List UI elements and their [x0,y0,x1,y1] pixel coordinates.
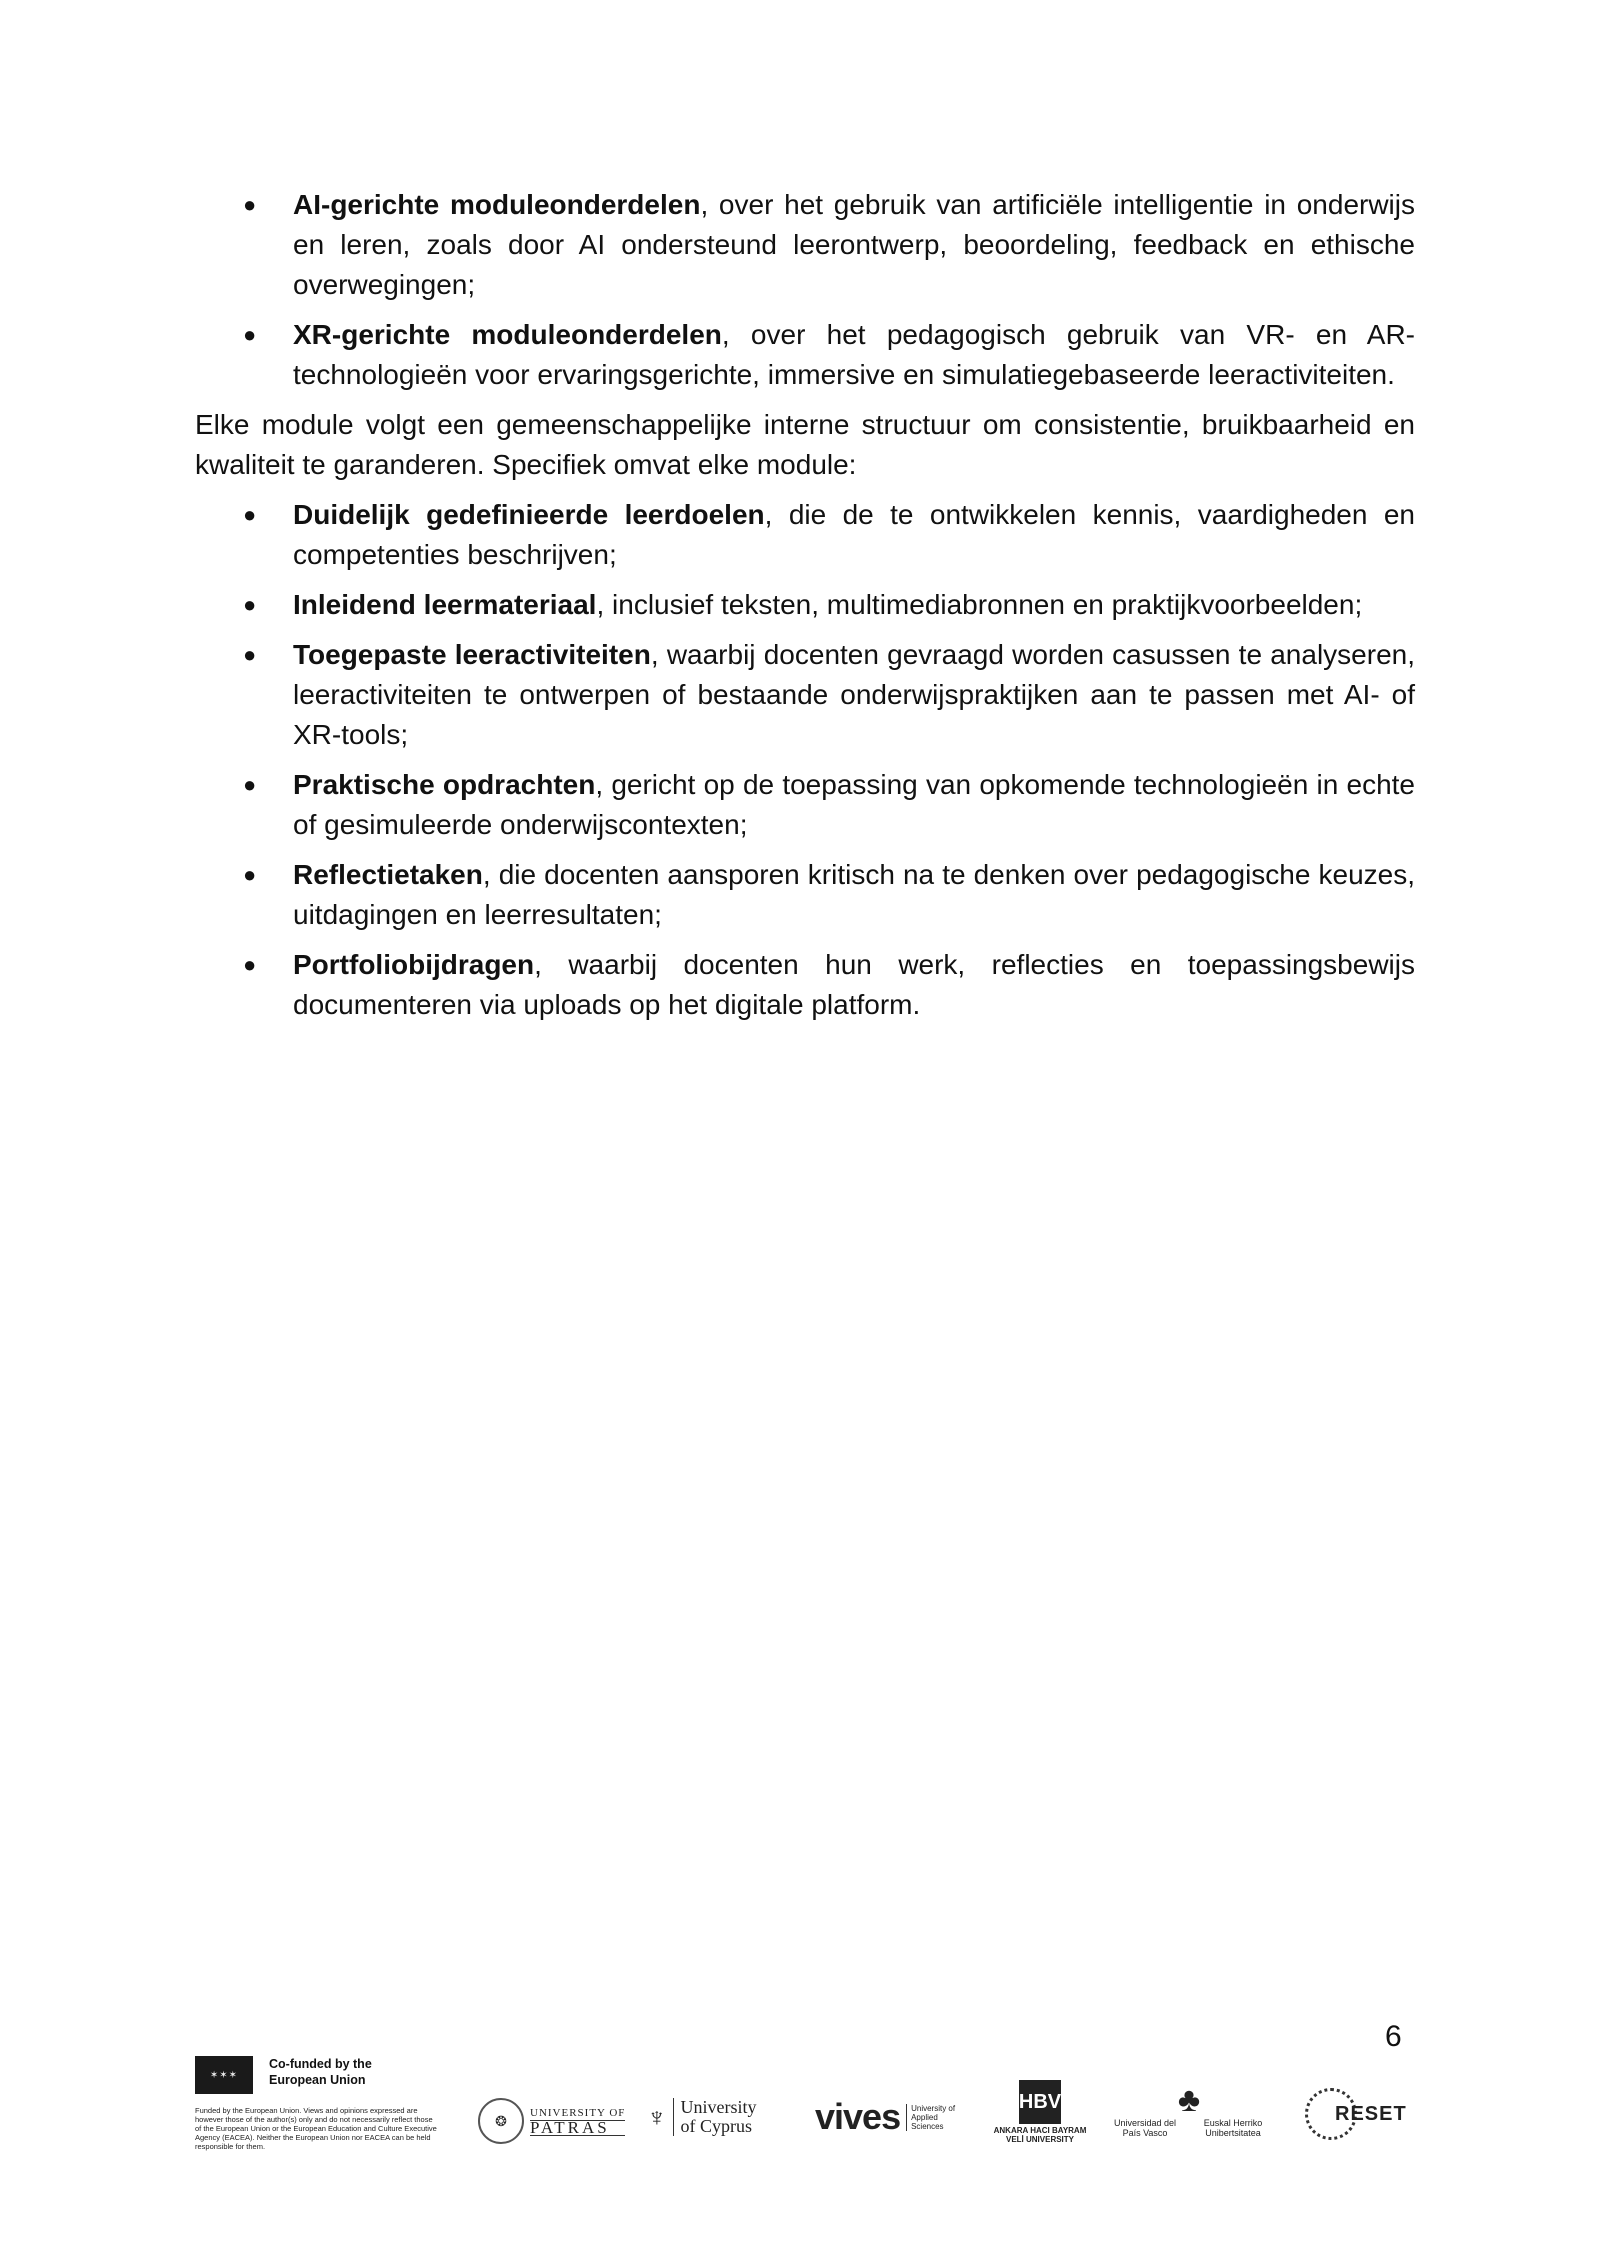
cyprus-logo [647,2098,771,2136]
reset-logo [1305,2088,1407,2140]
item-term: Inleidend leermateriaal [293,589,597,620]
patras-seal-icon: ❂ [478,2098,524,2144]
item-text: , over het pedagogisch gebruik van VR- en AR-technologieën voor ervaringsgerichte, immersive en simulatiegebaseerde leeractiviteiten. [293,319,1415,390]
hbv-emblem-icon: HBV [1019,2080,1061,2124]
list-item [195,635,1415,755]
bullet-icon: ● [243,862,257,887]
reset-name: RESET [1335,2102,1407,2125]
item-term: Toegepaste leeractiviteiten [293,639,651,670]
item-text: , gericht op de toepassing van opkomende technologieën in echte of gesimuleerde onderwijscontexten; [293,769,1415,840]
item-text: , die de te ontwikkelen kennis, vaardigheden en competenties beschrijven; [293,499,1415,570]
top-bullet-list [195,185,1415,395]
item-term: Duidelijk gedefinieerde leerdoelen [293,499,765,530]
list-item [195,855,1415,935]
bullet-icon: ● [243,502,257,527]
list-item [195,315,1415,395]
vives-name: vives [815,2096,901,2137]
hbv-sub: ANKARA HACI BAYRAM VELİ UNIVERSITY [993,2126,1087,2144]
list-item [195,185,1415,305]
list-item [195,585,1415,625]
ehu-es-label: Universidad del País Vasco [1113,2118,1177,2138]
item-text: , inclusief teksten, multimediabronnen en praktijkvoorbeelden; [596,589,1363,620]
eu-disclaimer: Funded by the European Union. Views and opinions expressed are however those of the author(s) only and do not necessarily reflect those of the European Union or the European Education and Culture Executive Agency (EACEA). Neither the European Union nor EACEA can be held responsible for them. [195,2106,437,2151]
list-item [195,765,1415,845]
vives-logo [815,2096,963,2138]
bullet-icon: ● [243,772,257,797]
ehu-tree-icon: ♣ [1177,2081,1201,2119]
item-text: , over het gebruik van artificiële intelligentie in onderwijs en leren, zoals door AI ondersteund leerontwerp, beoordeling, feedback en ethische overwegingen; [293,189,1415,300]
cyprus-name: University of Cyprus [673,2098,771,2136]
item-term: Portfoliobijdragen [293,949,535,980]
vives-sub: University of Applied Sciences [906,2104,963,2131]
bullet-icon: ● [243,322,257,347]
patras-top-label: UNIVERSITY OF [530,2107,626,2119]
item-term: XR-gerichte moduleonderdelen [293,319,722,350]
bullet-icon: ● [243,192,257,217]
item-text: , waarbij docenten hun werk, reflecties en toepassingsbewijs documenteren via uploads op het digitale platform. [293,949,1415,1020]
cyprus-emblem-icon: ♆ [647,2101,667,2132]
patras-logo [478,2098,625,2144]
item-term: AI-gerichte moduleonderdelen [293,189,701,220]
page-number: 6 [1385,2020,1402,2053]
item-term: Praktische opdrachten [293,769,596,800]
item-text: , waarbij docenten gevraagd worden casussen te analyseren, leeractiviteiten te ontwerpen of bestaande onderwijspraktijken aan te passen met AI- of XR-tools; [293,639,1415,750]
ehu-logo [1110,2082,1268,2138]
body-paragraph: Elke module volgt een gemeenschappelijke interne structuur om consistentie, bruikbaarheid en kwaliteit te garanderen. Specifiek omvat elke module: [195,409,1415,480]
footer [195,2052,1425,2202]
bullet-icon: ● [243,642,257,667]
bullet-icon: ● [243,592,257,617]
item-text: , die docenten aansporen kritisch na te denken over pedagogische keuzes, uitdagingen en leerresultaten; [293,859,1415,930]
patras-name: PATRAS [530,2120,625,2136]
list-item [195,495,1415,575]
module-bullet-list [195,495,1415,1025]
list-item [195,945,1415,1025]
page-content [195,185,1415,1035]
hbv-logo [985,2080,1095,2144]
ehu-eu-label: Euskal Herriko Unibertsitatea [1203,2118,1263,2138]
eu-cofunded-label: Co-funded by the European Union [269,2057,372,2087]
item-term: Reflectietaken [293,859,483,890]
bullet-icon: ● [243,952,257,977]
eu-flag-icon: ✶✶✶ [195,2056,253,2094]
